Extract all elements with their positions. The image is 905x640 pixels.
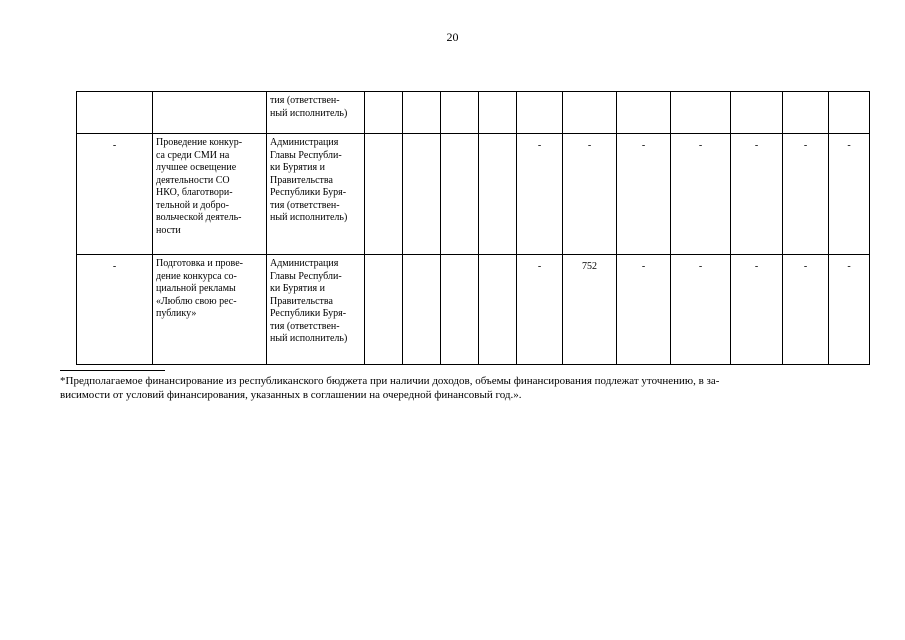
financing-table: [76, 91, 870, 365]
value-cell: -: [671, 134, 731, 255]
value-cell: -: [617, 134, 671, 255]
index-cell: -: [77, 134, 153, 255]
value-cell: -: [517, 134, 563, 255]
value-cell: [441, 92, 479, 134]
value-cell: [731, 92, 783, 134]
value-cell: [479, 255, 517, 365]
value-cell: -: [671, 255, 731, 365]
value-cell: [829, 92, 870, 134]
value-cell: -: [731, 134, 783, 255]
value-cell: [403, 255, 441, 365]
event-name-cell: Проведение конкур- са среди СМИ на лучшее освещение деятельности СО НКО, благотвори- тельной и добро- вольческой деятель- ности: [153, 134, 267, 255]
index-cell: [77, 92, 153, 134]
value-cell: [479, 134, 517, 255]
value-cell: -: [829, 134, 870, 255]
executor-cell: Администрация Главы Республи- ки Бурятия и Правительства Республики Буря- тия (ответствен- ный исполнитель): [267, 255, 365, 365]
value-cell: -: [783, 255, 829, 365]
footnote: *Предполагаемое финансирование из республиканского бюджета при наличии доходов, объемы финансирования подлежат уточнению, в за- висимости от условий финансирования, указанных в соглашении на очередной финансовый год.».: [60, 375, 720, 401]
value-cell: [563, 92, 617, 134]
executor-cell: тия (ответствен- ный исполнитель): [267, 92, 365, 134]
value-cell: [441, 134, 479, 255]
value-cell: -: [783, 134, 829, 255]
index-cell: -: [77, 255, 153, 365]
value-cell: [783, 92, 829, 134]
value-cell: [365, 255, 403, 365]
value-cell: [403, 92, 441, 134]
table-row: [77, 92, 870, 134]
value-cell: -: [829, 255, 870, 365]
value-cell: [365, 134, 403, 255]
value-cell: 752: [563, 255, 617, 365]
value-cell: [479, 92, 517, 134]
table-row: [77, 255, 870, 365]
value-cell: [617, 92, 671, 134]
value-cell: -: [617, 255, 671, 365]
value-cell: -: [517, 255, 563, 365]
value-cell: [517, 92, 563, 134]
table-row: [77, 134, 870, 255]
value-cell: [365, 92, 403, 134]
value-cell: -: [731, 255, 783, 365]
footnote-rule: [60, 370, 165, 371]
executor-cell: Администрация Главы Республи- ки Бурятия и Правительства Республики Буря- тия (ответствен- ный исполнитель): [267, 134, 365, 255]
value-cell: -: [563, 134, 617, 255]
page-number: 20: [446, 30, 459, 44]
value-cell: [671, 92, 731, 134]
event-name-cell: [153, 92, 267, 134]
event-name-cell: Подготовка и прове- дение конкурса со- циальной рекламы «Люблю свою рес- публику»: [153, 255, 267, 365]
value-cell: [441, 255, 479, 365]
value-cell: [403, 134, 441, 255]
